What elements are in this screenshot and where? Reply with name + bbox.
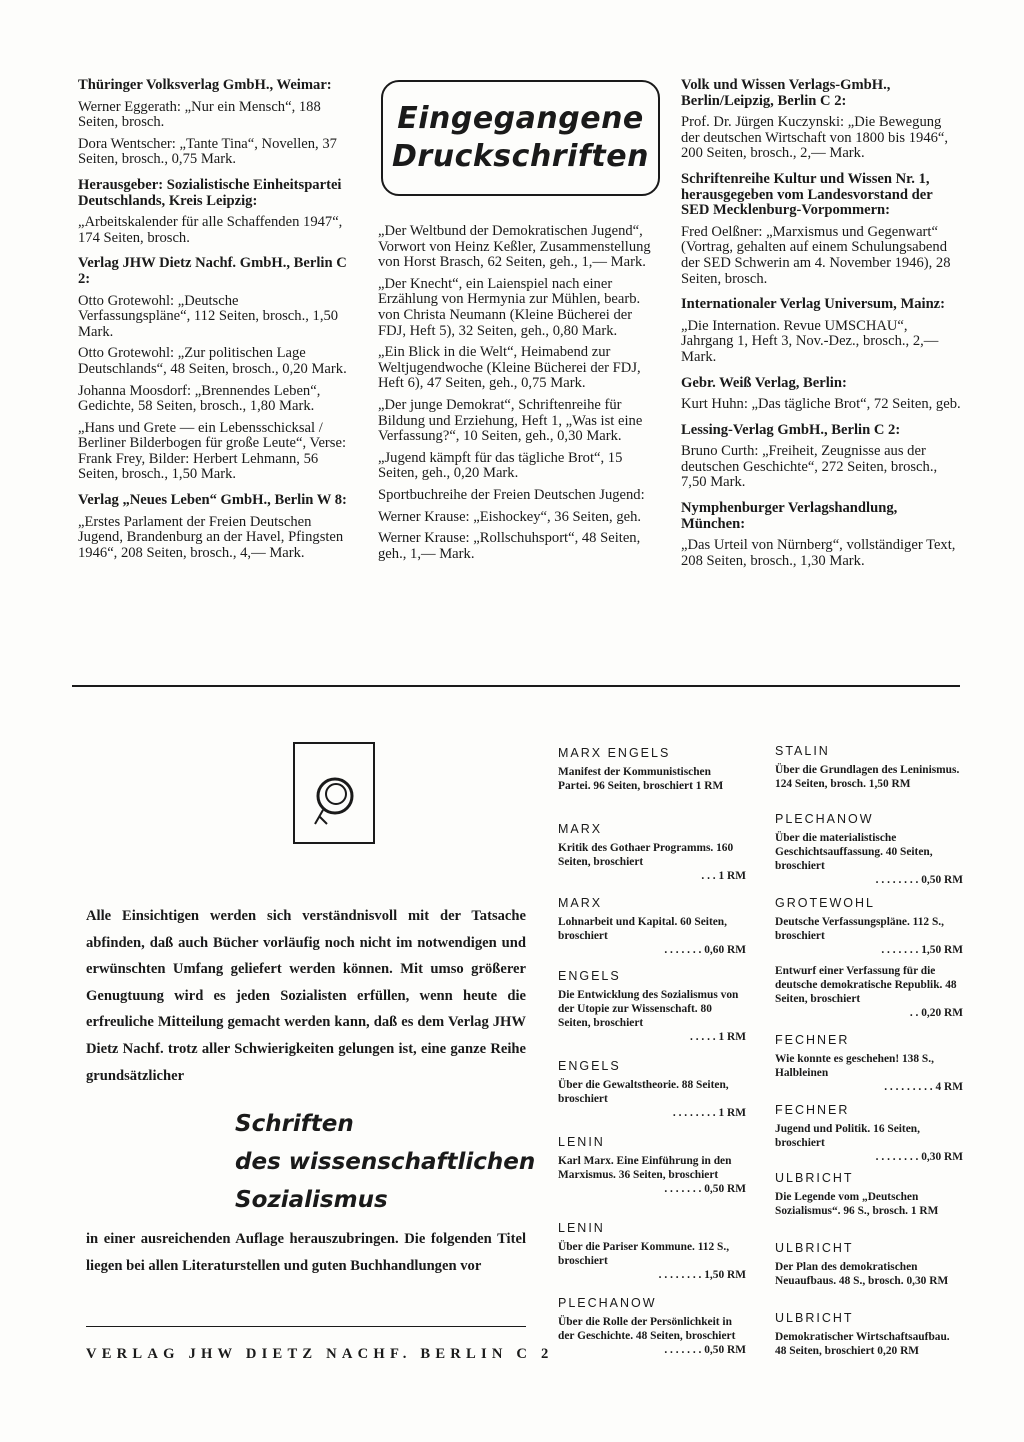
book-author: ULBRICHT: [775, 1311, 854, 1325]
book-price: . . . . . . . . 0,50 RM: [875, 874, 963, 886]
column-right: [681, 78, 961, 579]
publisher-group: [78, 78, 354, 168]
book-author: MARX ENGELS: [558, 746, 671, 760]
book-entry: Fred Oelßner: „Marxismus und Gegenwart“ (Vortrag, gehalten auf einem Schulungsabend der SED Schwerin am 4. November 1946), 28 Seiten, brosch.: [681, 223, 951, 287]
book-entry: Dora Wentscher: „Tante Tina“, Novellen, 37 Seiten, brosch., 0,75 Mark.: [78, 135, 337, 168]
section-title-line1: Eingegangene: [397, 101, 644, 136]
book-entry: Bruno Curth: „Freiheit, Zeugnisse aus der deutschen Geschichte“, 272 Seiten, brosch., 7,50 Mark.: [681, 443, 938, 491]
section-title-box: [381, 80, 660, 196]
book-description: Karl Marx. Eine Einführung in den Marxismus. 36 Seiten, broschiert: [558, 1155, 732, 1181]
book-price: . . 0,20 RM: [909, 1007, 963, 1019]
book-price: . . . . . . . . 1 RM: [672, 1107, 746, 1119]
ad-headline-line2: des wissenschaftlichen: [235, 1149, 536, 1175]
book-entry: „Arbeitskalender für alle Schaffenden 1947“, 174 Seiten, brosch.: [78, 214, 343, 246]
book-entry: „Erstes Parlament der Freien Deutschen Jugend, Brandenburg an der Havel, Pfingsten 1946“, 208 Seiten, brosch., 4,— Mark.: [78, 513, 344, 561]
publisher-heading: Thüringer Volksverlag GmbH., Weimar:: [78, 77, 332, 93]
book-description: Entwurf einer Verfassung für die deutsche demokratische Republik. 48 Seiten, broschiert: [775, 965, 957, 1005]
book-description: Deutsche Verfassungspläne. 112 S., broschiert: [775, 916, 944, 942]
book-description: Jugend und Politik. 16 Seiten, broschiert: [775, 1123, 920, 1149]
publisher-heading: Lessing-Verlag GmbH., Berlin C 2:: [681, 421, 901, 438]
book-description: Über die Gewaltstheorie. 88 Seiten, broschiert: [558, 1079, 729, 1105]
ad-footer-publisher: VERLAG JHW DIETZ NACHF. BERLIN C 2: [86, 1346, 554, 1362]
book-author: ULBRICHT: [775, 1171, 854, 1185]
book-price: . . . . . . . . 1,50 RM: [658, 1269, 746, 1281]
ad-headline-line3: Sozialismus: [235, 1187, 388, 1213]
book-description: Über die Grundlagen des Leninismus. 124 Seiten, brosch. 1,50 RM: [775, 764, 960, 790]
book-listing: [775, 744, 963, 791]
publisher-group: [78, 493, 354, 561]
book-logo-icon: [293, 742, 375, 844]
section-divider: [72, 685, 960, 687]
book-author: MARX: [558, 896, 603, 910]
book-description: Lohnarbeit und Kapital. 60 Seiten, broschiert: [558, 916, 727, 942]
book-author: GROTEWOHL: [775, 896, 875, 910]
publisher-group: [681, 172, 961, 287]
ad-headline-line1: Schriften: [235, 1111, 354, 1137]
ad-intro-text: Alle Einsichtigen werden sich verständnisvoll mit der Tatsache abfinden, daß auch Bücher vorläufig noch nicht im notwendigen und erwünschten Umfang geliefert werden können. Mit umso größerer Genugtuung wird es jeden Sozialisten erfüllen, wenn heute die erfreuliche Mitteilung gemacht werden kann, daß es dem Verlag JHW Dietz Nachf. trotz aller Schwierigkeiten gelungen ist, eine ganze Reihe grundsätzlicher: [86, 908, 526, 1084]
book-description: Demokratischer Wirtschaftsaufbau. 48 Seiten, broschiert 0,20 RM: [775, 1331, 950, 1357]
book-description: Über die materialistische Geschichtsauffassung. 40 Seiten, broschiert: [775, 832, 933, 872]
book-listing: [775, 1171, 963, 1218]
ad-footer-divider: [86, 1326, 526, 1327]
book-entry: Werner Krause: „Eishockey“, 36 Seiten, geh.: [378, 508, 642, 525]
book-listing: [775, 1033, 963, 1094]
book-description: Kritik des Gothaer Programms. 160 Seiten, broschiert: [558, 842, 734, 868]
book-author: ULBRICHT: [775, 1241, 854, 1255]
publisher-heading: Nymphenburger Verlagshandlung, München:: [681, 500, 898, 532]
book-entry: „Jugend kämpft für das tägliche Brot“, 15 Seiten, geh., 0,20 Mark.: [378, 449, 623, 482]
publisher-heading: Verlag „Neues Leben“ GmbH., Berlin W 8:: [78, 492, 347, 509]
publisher-heading: Herausgeber: Sozialistische Einheitspartei Deutschlands, Kreis Leipzig:: [78, 176, 342, 209]
book-author: FECHNER: [775, 1033, 850, 1047]
book-listing: [775, 964, 963, 1020]
book-price: . . . . . 1 RM: [690, 1031, 746, 1043]
publisher-group: [681, 376, 961, 413]
book-entry: „Der Knecht“, ein Laienspiel nach einer Erzählung von Hermynia zur Mühlen, bearb. von Christa Neumann (Kleine Bücherei der FDJ, Heft 5), 32 Seiten, geh., 0,80 Mark.: [378, 275, 641, 339]
book-author: LENIN: [558, 1135, 605, 1149]
book-description: Manifest der Kommunistischen Partei. 96 Seiten, broschiert 1 RM: [558, 766, 724, 792]
book-description: Der Plan des demokratischen Neuaufbaus. 48 S., brosch. 0,30 RM: [775, 1261, 949, 1287]
book-entry: Werner Eggerath: „Nur ein Mensch“, 188 Seiten, brosch.: [78, 98, 321, 131]
book-listing: [558, 1135, 746, 1196]
publisher-heading: Schriftenreihe Kultur und Wissen Nr. 1, herausgegeben vom Landesvorstand der SED Mecklenburg-Vorpommern:: [681, 170, 933, 219]
publisher-group: [78, 178, 354, 246]
column-left: [78, 78, 354, 571]
book-entry: „Die Internation. Revue UMSCHAU“, Jahrgang 1, Heft 3, Nov.-Dez., brosch., 2,— Mark.: [681, 317, 939, 365]
book-author: MARX: [558, 822, 603, 836]
book-listing: [558, 822, 746, 883]
book-description: Über die Pariser Kommune. 112 S., broschiert: [558, 1241, 730, 1267]
publisher-heading: Verlag JHW Dietz Nachf. GmbH., Berlin C 2:: [78, 255, 347, 287]
book-entry: Kurt Huhn: „Das tägliche Brot“, 72 Seiten, geb.: [681, 396, 961, 413]
book-entry: Otto Grotewohl: „Zur politischen Lage Deutschlands“, 48 Seiten, brosch., 0,20 Mark.: [78, 345, 347, 377]
publisher-heading: Gebr. Weiß Verlag, Berlin:: [681, 374, 847, 391]
book-description: Die Legende vom „Deutschen Sozialismus“. 96 S., brosch. 1 RM: [775, 1191, 939, 1217]
book-price: . . . . . . . 1,50 RM: [881, 944, 963, 956]
book-listing: [775, 1103, 963, 1164]
book-author: PLECHANOW: [775, 812, 874, 826]
book-listing: [558, 1296, 746, 1357]
book-price: . . . . . . . . . 4 RM: [884, 1081, 963, 1093]
book-author: PLECHANOW: [558, 1296, 657, 1310]
book-listing: [558, 746, 746, 793]
book-price: . . . . . . . 0,50 RM: [664, 1344, 746, 1356]
book-description: Wie konnte es geschehen! 138 S., Halbleinen: [775, 1053, 934, 1079]
book-listing: [558, 896, 746, 957]
book-listing: [775, 1311, 963, 1358]
book-listing: [558, 969, 746, 1044]
publisher-group: [78, 256, 354, 483]
book-author: LENIN: [558, 1221, 605, 1235]
book-listing: [775, 896, 963, 957]
book-price: . . . . . . . 0,50 RM: [664, 1183, 746, 1195]
book-entry: Johanna Moosdorf: „Brennendes Leben“, Gedichte, 58 Seiten, brosch., 1,80 Mark.: [78, 382, 321, 415]
publisher-heading: Internationaler Verlag Universum, Mainz:: [681, 296, 946, 313]
book-entry: „Das Urteil von Nürnberg“, vollständiger Text, 208 Seiten, brosch., 1,30 Mark.: [681, 537, 956, 569]
book-price: . . . 1 RM: [701, 870, 746, 882]
book-author: STALIN: [775, 744, 830, 758]
book-author: FECHNER: [775, 1103, 850, 1117]
ad-outro-text: in einer ausreichenden Auflage herauszubringen. Die folgenden Titel liegen bei allen Literaturstellen und guten Buchhandlungen vor: [86, 1231, 526, 1274]
publisher-group: [681, 501, 961, 569]
book-listing: [775, 812, 963, 887]
book-entry: „Ein Blick in die Welt“, Heimabend zur Weltjugendwoche (Kleine Bücherei der FDJ, Heft 6), 47 Seiten, geh., 0,75 Mark.: [378, 344, 641, 392]
book-description: Über die Rolle der Persönlichkeit in der Geschichte. 48 Seiten, broschiert: [558, 1316, 736, 1342]
column-middle: [378, 224, 658, 568]
book-listing: [558, 1221, 746, 1282]
publisher-group: [681, 423, 961, 491]
publisher-heading: Volk und Wissen Verlags-GmbH., Berlin/Leipzig, Berlin C 2:: [681, 77, 891, 109]
book-description: Die Entwicklung des Sozialismus von der Utopie zur Wissenschaft. 80 Seiten, broschiert: [558, 989, 739, 1029]
publisher-group: [681, 297, 961, 365]
book-entry: Otto Grotewohl: „Deutsche Verfassungspläne“, 112 Seiten, brosch., 1,50 Mark.: [78, 292, 339, 340]
series-heading: Sportbuchreihe der Freien Deutschen Jugend:: [378, 486, 645, 503]
book-author: ENGELS: [558, 1059, 621, 1073]
book-price: . . . . . . . 0,60 RM: [664, 944, 746, 956]
publisher-group: [681, 78, 961, 162]
book-entry: „Hans und Grete — ein Lebensschicksal / Berliner Bilderbogen für große Leute“, Verse: Frank Frey, Bilder: Herbert Lehmann, 56 Seiten, brosch., 1,50 Mark.: [78, 419, 346, 483]
book-entry: Werner Krause: „Rollschuhsport“, 48 Seiten, geh., 1,— Mark.: [378, 530, 641, 562]
ad-headline: [235, 1105, 555, 1219]
book-entry: „Der junge Demokrat“, Schriftenreihe für Bildung und Erziehung, Heft 1, „Was ist eine Verfassung?“, 10 Seiten, geh., 0,30 Mark.: [378, 396, 643, 445]
book-listing: [775, 1241, 963, 1288]
book-entry: Prof. Dr. Jürgen Kuczynski: „Die Bewegung der deutschen Wirtschaft von 1800 bis 1946“, 200 Seiten, brosch., 2,— Mark.: [681, 114, 949, 162]
book-author: ENGELS: [558, 969, 621, 983]
book-price: . . . . . . . . 0,30 RM: [875, 1151, 963, 1163]
section-title-line2: Druckschriften: [392, 139, 649, 174]
book-entry: „Der Weltbund der Demokratischen Jugend“, Vorwort von Heinz Keßler, Zusammenstellung von Horst Brasch, 62 Seiten, geh., 1,— Mark.: [378, 223, 651, 271]
book-listing: [558, 1059, 746, 1120]
